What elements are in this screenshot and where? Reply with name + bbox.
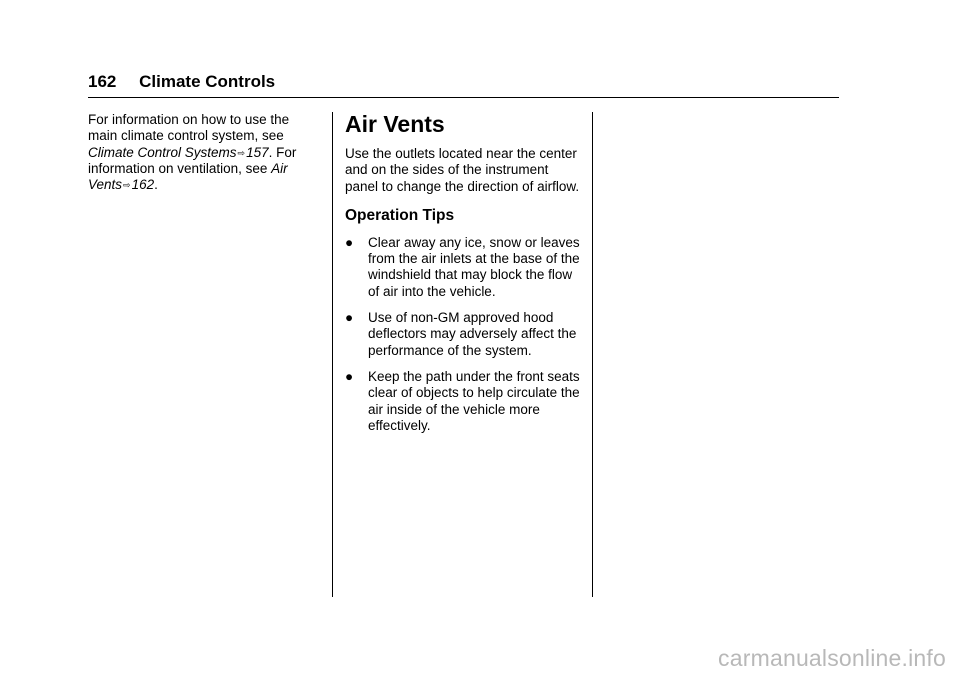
page-reference-arrow-icon: ⇨ (123, 180, 131, 191)
paragraph-text: For information on how to use the main climate control system, see (88, 112, 290, 144)
page-reference-number[interactable]: 162 (131, 177, 155, 193)
section-heading: Air Vents (345, 111, 445, 137)
paragraph-text: . (154, 177, 158, 193)
subsection-heading: Operation Tips (345, 206, 455, 224)
bullet-icon: ● (345, 310, 354, 326)
list-item-text: Use of non-GM approved hood deflectors may adversely affect the performance of the system. (368, 310, 577, 358)
page-header (88, 72, 275, 92)
page-number: 162 (88, 72, 117, 91)
list-item-text: Clear away any ice, snow or leaves from the air inlets at the base of the windshield that may block the flow of air into the vehicle. (368, 234, 580, 299)
link-climate-control-systems[interactable]: Climate Control Systems (88, 144, 237, 160)
list-item (345, 369, 581, 434)
main-column (345, 112, 581, 444)
section-title: Climate Controls (139, 72, 276, 91)
list-item (345, 310, 581, 359)
column-divider-right (592, 112, 593, 597)
left-column (88, 112, 320, 193)
link-air-vents[interactable]: Air Vents (88, 160, 288, 193)
list-item-text: Keep the path under the front seats clear of objects to help circulate the air inside of the vehicle more effectively. (368, 368, 580, 433)
tips-list (345, 235, 581, 434)
page-reference-number[interactable]: 157 (246, 144, 269, 160)
list-item (345, 235, 581, 300)
paragraph-text: . For information on ventilation, see (88, 144, 297, 176)
watermark: carmanualsonline.info (718, 645, 946, 671)
cross-reference-paragraph (88, 112, 320, 193)
header-rule (88, 97, 839, 98)
page-reference-arrow-icon: ⇨ (237, 147, 246, 158)
bullet-icon: ● (345, 368, 354, 384)
bullet-icon: ● (345, 234, 354, 250)
column-divider-left (332, 112, 333, 597)
intro-paragraph: Use the outlets located near the center and on the sides of the instrument panel to change the direction of airflow. (345, 146, 580, 194)
